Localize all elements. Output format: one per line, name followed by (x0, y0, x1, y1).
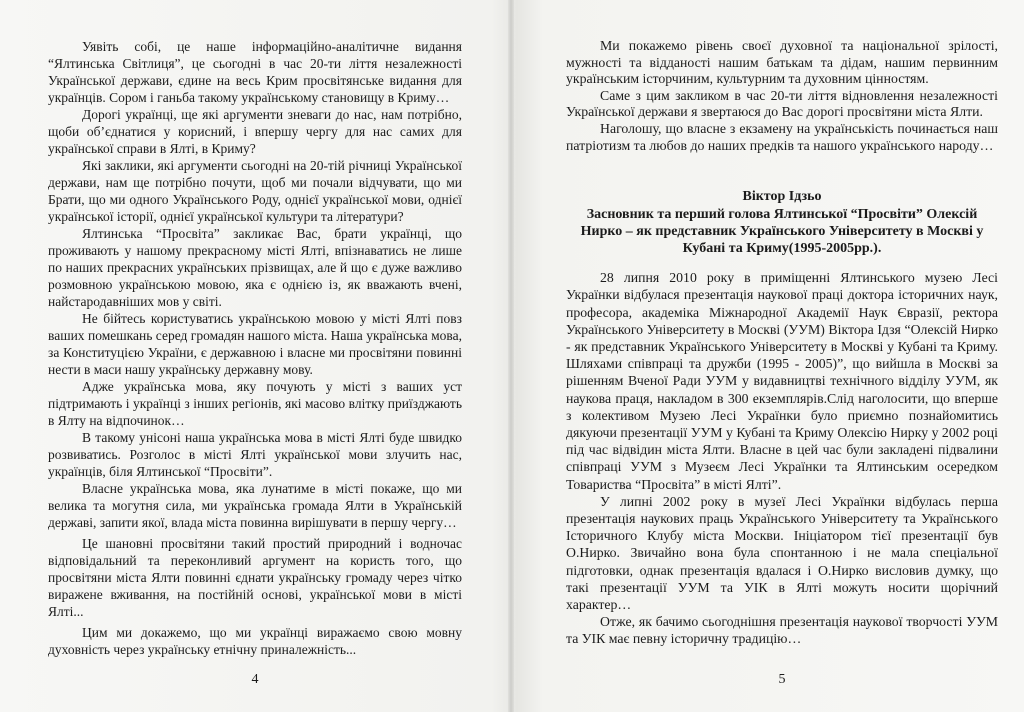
left-paragraph-8: Власне українська мова, яка лунатиме в місті покаже, що ми велика та могутня сила, ми українська громада Ялти в Українській державі, запити якої, влада міста повинна вирішувати в першу чергу… (48, 481, 462, 530)
left-paragraph-9: Це шановні просвітяни такий простий природний і водночас відповідальний та переконливий аргумент на користь того, що просвітяни міста Ялти повинні єднати українську громаду через чітко виражене вживання, на постійній основі, української мови в місті Ялті... (48, 536, 462, 619)
left-paragraph-6: Адже українська мова, яку почують у місті з ваших уст підтримають і українці з інших регіонів, які масово влітку приїзджають в Ялту на відпочинок… (48, 379, 462, 428)
right-body-paragraph-3: Отже, як бачимо сьогоднішня презентація наукової творчості УУМ та УІК має певну історичну традицію… (566, 614, 998, 647)
page-number-right: 5 (778, 672, 786, 687)
right-page (566, 38, 998, 688)
right-intro-paragraph-1: Ми покажемо рівень своєї духовної та національної зрілості, мужності та відданості нашим батькам та дідам, нашим первинним українським історчиним, культурним та духовним цінностям. (566, 38, 998, 87)
right-body-paragraph-2: У липні 2002 року в музеї Лесі Українки відбулась перша презентація наукових праць Українського Університету та Українського Історичного Клубу міста Москви. Ініціатором тієї презентації був О.Нирко. Звичайно вона була спонтанною і не мала спеціальної підготовки, однак презентація вдалася і О.Нирко висловив думку, що такі презентації УУМ та УІК в Ялті можуть носити щорічний характер… (566, 493, 998, 613)
right-intro-paragraph-2: Саме з цим закликом в час 20-ти ліття відновлення незалежності Української держави я звертаюся до Вас дорогі просвітяни міста Ялти. (566, 87, 998, 120)
page-number-left: 4 (251, 672, 259, 687)
right-intro-text (566, 38, 998, 154)
left-paragraph-7: В такому унісоні наша українська мова в місті Ялті буде швидко розвиватись. Розголос в місті Ялті української мови злучить нас, українців, біля Ялтинської “Просвіти”. (48, 430, 462, 479)
left-paragraph-5: Не бійтесь користуватись українською мовою у місті Ялті повз ваших помешкань серед громадян нашого міста. Наша українська мова, за Конституцією України, є державною і власне ми просвітяни повинні нести в маси нашу українську державну мову. (48, 311, 462, 377)
left-page-text (48, 38, 462, 658)
author-byline: Віктор Ідзьо (742, 189, 822, 205)
left-paragraph-3: Які заклики, які аргументи сьогодні на 20-тій річниці Української держави, нам ще потрібно почути, щоб ми почали відчувати, що ми Брати, що ми одного Українського Роду, однієї української мови, однієї української історії, однієї української культури та літератури? (48, 158, 462, 224)
left-paragraph-4: Ялтинська “Просвіта” закликає Вас, брати українці, що проживають у нашому прекрасному місті Ялті, впізнаватись не лише по наших прекрасних українських прізвищах, але й що є дуже важливо розмовною українською мовою, яка є однією із, як вважають вчені, найстародавніших мов у світі. (48, 226, 462, 309)
left-paragraph-1: Уявіть собі, це наше інформаційно-аналітичне видання “Ялтинська Світлиця”, це сьогодні в час 20-ти ліття незалежності Української держави, єдине на весь Крим просвітянське видання для українців. Сором і ганьба такому українському становищу в Криму… (48, 39, 462, 105)
right-intro-paragraph-3: Наголошу, що власне з екзамену на українськість починається наш патріотизм та любов до наших предків та нашого українського народу… (566, 120, 998, 153)
right-body-paragraph-1: 28 липня 2010 року в приміщенні Ялтинського музею Лесі Українки відбулася презентація наукової праці доктора історичних наук, професора, академіка Міжнародної Академії Наук Євразії, ректора Українського Університету в Москві (УУМ) Віктора Ідзя “Олексій Нирко - як представник Українського Університету в Москві у Кубані та Криму. Шляхами співпраці та дружби (1995 - 2005)”, що вийшла в Москві за рішенням Вченої Ради УУМ у видавництві технічного відділу УУМ, як наукова праця, накладом в 300 екземплярів.Слід наголосити, що вперше з колективом Музею Лесі Українки було приємно познайомитись дякуючи презентації УУМ у Кубані та Криму Олексію Нирку у 2002 році під час відвідин міста Ялти. Власне в цей час були закладені підвалини співпраці УУМ з Музеєм Лесі Українки та Ялтинським осередком Товариства “Просвіта” в місті Ялті”. (566, 270, 998, 492)
right-body-text (566, 269, 998, 647)
article-title: Засновник та перший голова Ялтинської “Просвіти” Олексій Нирко – як представник Українського Університету в Москві у Кубані та Криму(1995-2005рр.). (580, 207, 984, 257)
book-gutter (508, 0, 514, 712)
left-page (48, 38, 462, 688)
left-paragraph-10: Цим ми докажемо, що ми українці виражаємо свою мовну духовність через українську етнічну приналежність... (48, 625, 462, 657)
left-paragraph-2: Дорогі українці, ще які аргументи зневаги до нас, нам потрібно, щоби об’єднатися у корисний, і впершу чергу для нас самих для української справи в Ялті, в Криму? (48, 107, 462, 156)
